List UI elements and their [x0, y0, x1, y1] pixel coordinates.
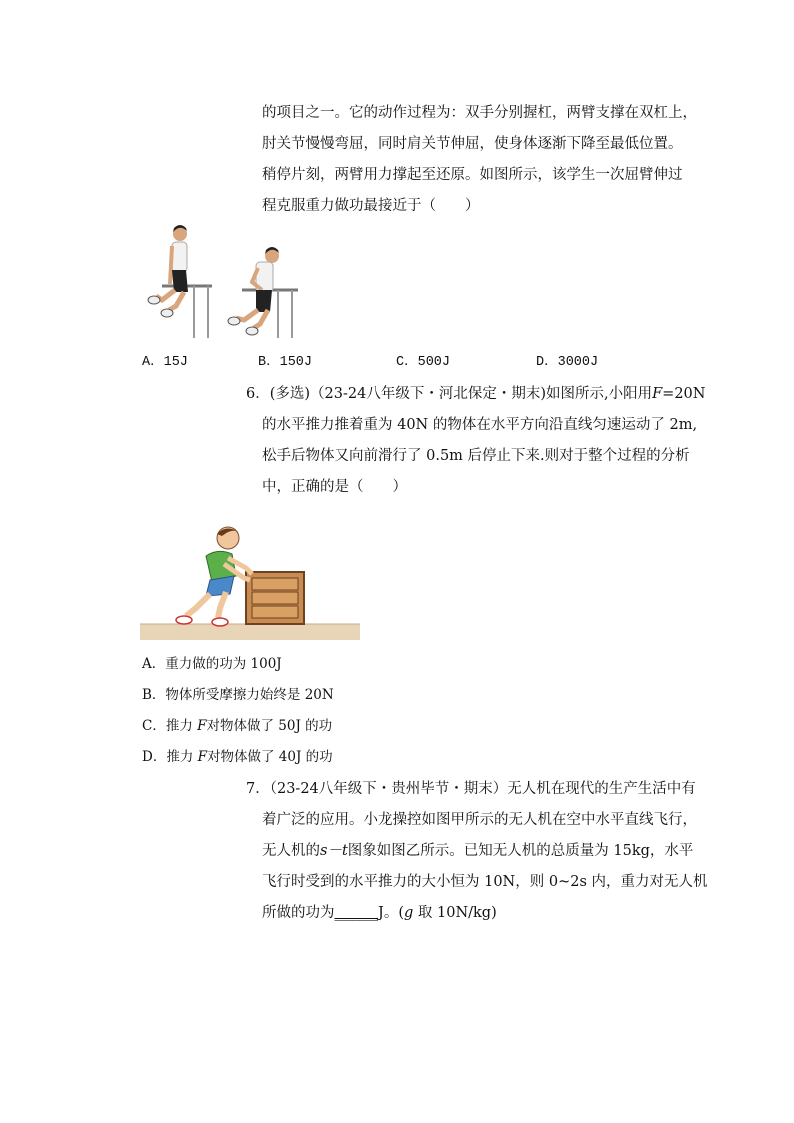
- q6-option-d-suffix: 对物体做了 40J 的功: [207, 749, 333, 765]
- ground: [140, 624, 360, 640]
- q7-line-5-prefix: 所做的功为: [262, 905, 335, 921]
- q7-line-3-prefix: 无人机的: [262, 843, 320, 859]
- q6-line-1: [246, 384, 705, 404]
- q5-line-1: 的项目之一。它的动作过程为：双手分别握杠，两臂支撑在双杠上，: [262, 105, 697, 121]
- q5-line-4: 程克服重力做功最接近于（ ）: [262, 198, 480, 214]
- q6-option-c: [142, 716, 332, 736]
- figure-lowered: [228, 247, 298, 338]
- q7-line-5-var: g: [403, 905, 414, 921]
- q6-option-d: [142, 747, 333, 767]
- q6-option-d-var: F: [197, 749, 207, 765]
- q5-option-a: A．15J: [142, 355, 188, 370]
- figure-upright: [148, 225, 212, 338]
- q6-option-c-prefix: C．推力: [142, 718, 198, 734]
- q6-option-d-prefix: D．推力: [142, 749, 198, 765]
- q6-option-c-var: F: [197, 718, 207, 734]
- q5-option-d: D．3000J: [536, 355, 599, 370]
- q7-line-3: [262, 841, 693, 861]
- q6-line-1-suffix: =20N: [662, 386, 706, 402]
- q7-answer-blank[interactable]: ______: [334, 905, 378, 921]
- q6-option-a-text: A．重力做的功为 100J: [142, 656, 282, 672]
- q6-option-b-text: B．物体所受摩擦力始终是 20N: [142, 687, 334, 703]
- q6-line-3: 松手后物体又向前滑行了 0.5m 后停止下来.则对于整个过程的分析: [262, 448, 690, 464]
- q7-line-4: 飞行时受到的水平推力的大小恒为 10N，则 0~2s 内，重力对无人机: [262, 874, 708, 890]
- q5-parallel-bars-figure: [142, 222, 302, 342]
- q5-option-b: B．150J: [258, 355, 313, 370]
- q6-boy-pushing-box-figure: [140, 524, 362, 644]
- q7-line-2: 着广泛的应用。小龙操控如图甲所示的无人机在空中水平直线飞行，: [262, 812, 697, 828]
- q6-line-4: 中，正确的是（ ）: [262, 479, 407, 495]
- q6-line-1-prefix: 6．(多选)（23-24八年级下・河北保定・期末)如图所示,小阳用: [246, 386, 653, 402]
- q6-line-2: 的水平推力推着重为 40N 的物体在水平方向沿直线匀速运动了 2m,: [262, 417, 698, 433]
- q5-line-3: 稍停片刻，两臂用力撑起至还原。如图所示，该学生一次屈臂伸过: [262, 167, 683, 183]
- q7-line-5-mid: J。(: [378, 905, 404, 921]
- q6-option-b: [142, 685, 334, 705]
- q7-line-3-suffix: 图象如图乙所示。已知无人机的总质量为 15kg，水平: [347, 843, 694, 859]
- q6-option-a: [142, 654, 282, 674]
- wooden-crate: [246, 572, 304, 624]
- q7-line-3-var: s－t: [320, 843, 348, 859]
- q6-option-c-suffix: 对物体做了 50J 的功: [206, 718, 333, 734]
- boy: [176, 527, 252, 626]
- q5-option-c: C．500J: [396, 355, 451, 370]
- q7-line-1: 7．（23-24八年级下・贵州毕节・期末）无人机在现代的生产生活中有: [246, 781, 696, 797]
- q6-line-1-var: F: [652, 386, 663, 402]
- q7-line-5: [262, 903, 497, 923]
- q5-line-2: 肘关节慢慢弯屈，同时肩关节伸屈，使身体逐渐下降至最低位置。: [262, 136, 683, 152]
- q7-line-5-suffix: 取 10N/kg): [413, 905, 497, 921]
